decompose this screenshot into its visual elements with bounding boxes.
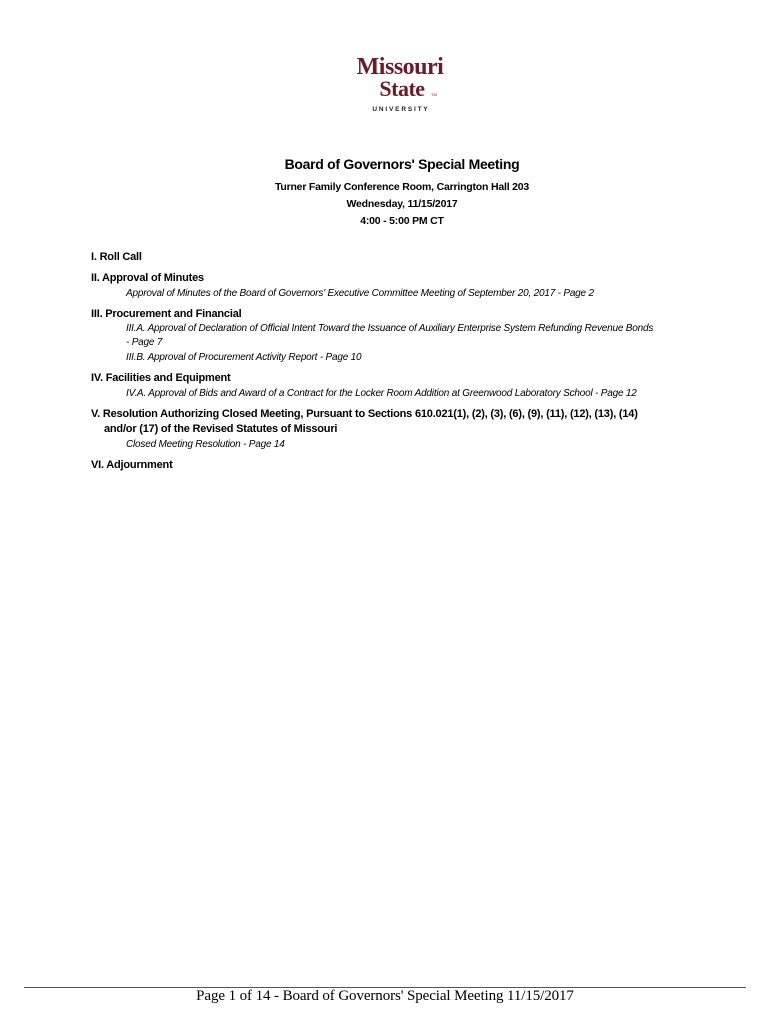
- agenda-section-procurement: [91, 307, 731, 365]
- section-title-procurement: III. Procurement and Financial: [91, 308, 242, 320]
- agenda-section-resolution: [91, 407, 731, 452]
- agenda-section-facilities: [91, 371, 731, 401]
- agenda-item-facilities-a: IV.A. Approval of Bids and Award of a Contract for the Locker Room Addition at Greenwood Laboratory School - Page 12: [126, 388, 637, 399]
- agenda-item-minutes: Approval of Minutes of the Board of Governors' Executive Committee Meeting of September 20, 2017 - Page 2: [126, 288, 594, 299]
- page-footer: Page 1 of 14 - Board of Governors' Special Meeting 11/15/2017: [196, 988, 574, 1004]
- logo-state-text: State: [379, 76, 425, 101]
- meeting-time: 4:00 - 5:00 PM CT: [360, 215, 444, 227]
- missouri-state-university-logo: [338, 52, 462, 114]
- section-title-resolution: [91, 407, 731, 437]
- meeting-header: [0, 156, 770, 230]
- logo-missouri-text: Missouri: [356, 54, 444, 80]
- meeting-location: Turner Family Conference Room, Carrington Hall 203: [274, 181, 530, 193]
- agenda-section-minutes: [91, 271, 731, 301]
- section-title-facilities: IV. Facilities and Equipment: [91, 372, 231, 384]
- logo-university-text: U N I V E R S I T Y: [372, 106, 428, 113]
- meeting-date: Wednesday, 11/15/2017: [346, 198, 458, 210]
- meeting-title: Board of Governors' Special Meeting: [284, 156, 520, 172]
- agenda-item-procurement-b: III.B. Approval of Procurement Activity Report - Page 10: [126, 352, 362, 363]
- section-title-roll-call: I. Roll Call: [91, 251, 142, 263]
- agenda-item-procurement-a: III.A. Approval of Declaration of Official Intent Toward the Issuance of Auxiliary Enterprise System Refunding Revenue Bonds: [126, 323, 654, 334]
- agenda-item-procurement-a-continued: - Page 7: [126, 337, 163, 348]
- section-title-resolution-line2: and/or (17) of the Revised Statutes of Missouri: [104, 423, 338, 435]
- agenda-list: [91, 250, 731, 479]
- section-title-minutes: II. Approval of Minutes: [91, 272, 204, 284]
- section-title-adjournment: VI. Adjournment: [91, 459, 173, 471]
- section-title-resolution-line1: V. Resolution Authorizing Closed Meeting, Pursuant to Sections 610.021(1), (2), (3), (6), (9), (11), (12), (13), (14): [91, 408, 638, 420]
- logo-trademark-text: TM: [431, 92, 437, 97]
- agenda-item-closed-meeting-resolution: Closed Meeting Resolution - Page 14: [126, 439, 285, 450]
- agenda-section-adjournment: [91, 458, 731, 473]
- agenda-section-roll-call: [91, 250, 731, 265]
